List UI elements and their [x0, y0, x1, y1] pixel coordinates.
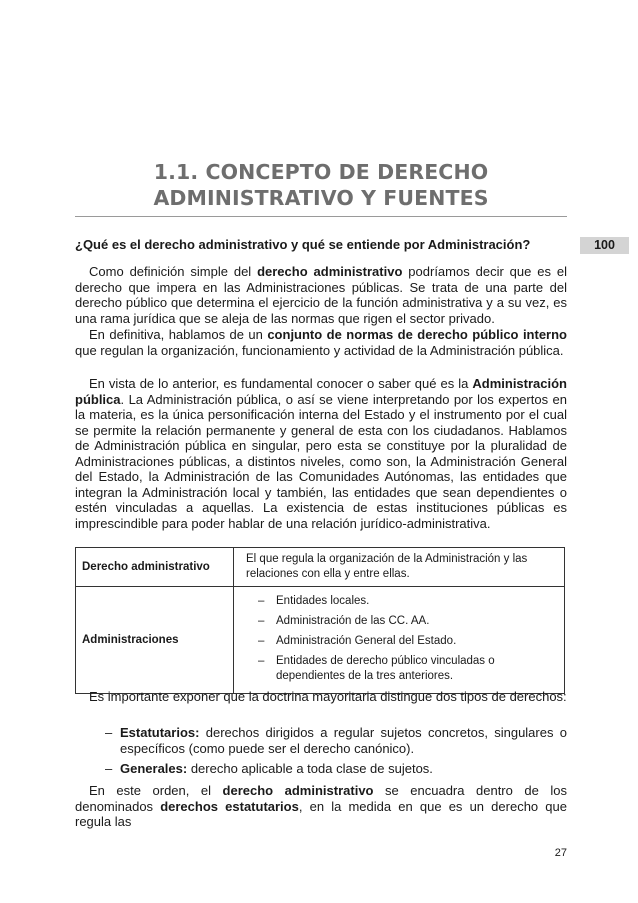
paragraph-summary	[75, 327, 567, 358]
title-divider	[75, 216, 567, 217]
paragraph-text: se encuadra dentro de los denominados	[75, 783, 567, 814]
table-row	[76, 587, 565, 694]
chapter-title-line-2: ADMINISTRATIVO Y FUENTES	[153, 186, 489, 210]
list-item: – Entidades de derecho público vinculadas o dependientes de la tres anteriores.	[246, 654, 554, 684]
table-term-cell: Derecho administrativo	[76, 548, 234, 587]
paragraph-text: En definitiva, hablamos de un	[89, 327, 268, 342]
paragraph-doctrine: Es importante exponer que la doctrina mayoritaria distingue dos tipos de derechos:	[89, 689, 567, 704]
list-item: – Administración General del Estado.	[246, 634, 554, 649]
bold-term: Administración pública	[75, 376, 567, 407]
bullet-label: Generales:	[120, 761, 188, 776]
page-number: 27	[554, 847, 567, 859]
marginal-number-badge: 100	[580, 237, 629, 254]
paragraph-definition	[75, 264, 567, 326]
bold-term: derechos estatutarios	[160, 798, 299, 814]
bullet-text: derechos dirigidos a regular sujetos concretos, singulares o específicos (como puede ser el derecho canónico).	[120, 725, 567, 756]
paragraph-text: , en la medida en que es un derecho que regula las	[75, 798, 567, 829]
paragraph-administration	[75, 376, 567, 531]
table-term-cell: Administraciones	[76, 587, 234, 694]
paragraph-statutory	[75, 783, 567, 830]
law-types-list	[75, 725, 567, 782]
paragraph-text: En vista de lo anterior, es fundamental conocer o saber qué es la	[89, 376, 473, 391]
administrations-list	[246, 594, 554, 684]
paragraph-text: . La Administración pública, o así se viene interpretando por los expertos en la materia, es la única personificación interna del Estado y el instrumento por el cual se permite la relación permanente y general de esta con los ciudadanos. Hablamos de Administración pública en singular, pero esta se constituye por la pluralidad de Administraciones públicas, a distintos niveles, como son, la Administración General del Estado, la Administración de las Comunidades Autónomas, las entidades que integran la Administración local y también, las entidades que sean dependientes o estén vinculadas a aquellas. La existencia de estas instituciones públicas es imprescindible para poder hablar de una relación jurídico-administrativa.	[75, 391, 567, 531]
chapter-title	[75, 159, 567, 211]
list-item	[75, 725, 567, 756]
paragraph-text: que regulan la organización, funcionamiento y actividad de la Administración pública.	[75, 342, 564, 358]
table-row	[76, 548, 565, 587]
list-item: – Administración de las CC. AA.	[246, 614, 554, 629]
list-item	[75, 761, 567, 777]
bold-term: derecho administrativo	[222, 783, 374, 798]
section-question-heading: ¿Qué es el derecho administrativo y qué se entiende por Administración?	[75, 237, 531, 252]
definitions-table	[75, 547, 565, 694]
paragraph-text: podríamos decir que es el derecho que impera en las Administraciones públicas. Se trata de una parte del derecho público que determina el ejercicio de la función administrativa y a su vez, es una rama jurídica que se aleja de las normas que rigen el sector privado.	[75, 264, 567, 326]
chapter-title-line-1: 1.1. CONCEPTO DE DERECHO	[153, 160, 489, 184]
table-definition-cell: El que regula la organización de la Administración y las relaciones con ella y entre ellas.	[234, 548, 565, 587]
bullet-text: derecho aplicable a toda clase de sujetos.	[187, 761, 433, 776]
paragraph-text: En este orden, el	[89, 783, 223, 798]
paragraph-text: Como definición simple del	[89, 264, 258, 279]
bullet-label: Estatutarios:	[120, 725, 200, 740]
list-item: – Entidades locales.	[246, 594, 554, 609]
bold-term: conjunto de normas de derecho público interno	[267, 327, 567, 342]
bold-term: derecho administrativo	[257, 264, 403, 279]
table-list-cell	[234, 587, 565, 694]
